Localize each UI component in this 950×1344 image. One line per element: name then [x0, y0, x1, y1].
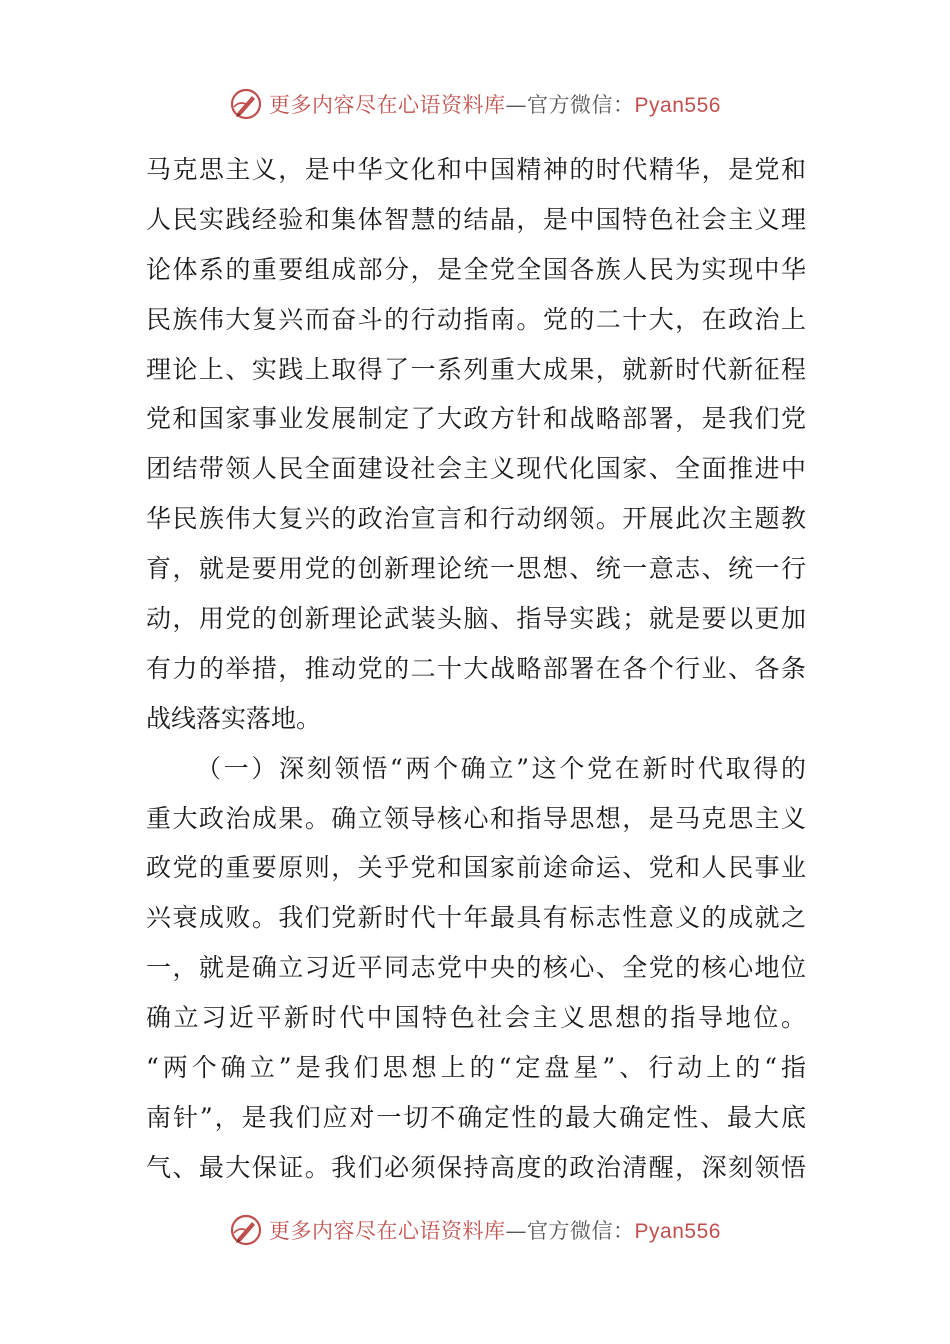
body-line: 理论上、实践上取得了一系列重大成果，就新时代新征程 [146, 354, 806, 384]
body-line: 党和国家事业发展制定了大政方针和战略部署，是我们党 [146, 404, 806, 434]
body-line: 人民实践经验和集体智慧的结晶，是中国特色社会主义理 [146, 204, 806, 234]
header-banner-inner [229, 87, 721, 121]
body-line: 团结带领人民全面建设社会主义现代化国家、全面推进中 [146, 454, 806, 484]
body-line: 兴衰成败。我们党新时代十年最具有标志性意义的成就之 [146, 903, 806, 933]
body-line: 动，用党的创新理论武装头脑、指导实践；就是要以更加 [146, 604, 806, 634]
footer-banner [0, 1210, 950, 1250]
body-line: 确立习近平新时代中国特色社会主义思想的指导地位。 [146, 1003, 806, 1033]
body-line: 有力的举措，推动党的二十大战略部署在各个行业、各条 [146, 653, 806, 683]
header-banner-text [269, 89, 721, 119]
body-line: “两个确立”是我们思想上的“定盘星”、行动上的“指 [146, 1053, 806, 1083]
footer-banner-dash: — [505, 1219, 528, 1243]
body-line: 重大政治成果。确立领导核心和指导思想，是马克思主义 [146, 803, 806, 833]
footer-banner-text [269, 1215, 721, 1245]
section-heading-line: （一）深刻领悟“两个确立”这个党在新时代取得的 [196, 753, 806, 783]
document-body [146, 145, 806, 1193]
pen-logo-icon [229, 87, 263, 121]
body-line: 民族伟大复兴而奋斗的行动指南。党的二十大，在政治上 [146, 304, 806, 334]
header-banner-wechat: 官方微信： [527, 93, 635, 117]
body-line: 气、最大保证。我们必须保持高度的政治清醒，深刻领悟 [146, 1152, 806, 1182]
header-banner-main: 更多内容尽在心语资料库 [269, 93, 506, 117]
body-line: 马克思主义，是中华文化和中国精神的时代精华，是党和 [146, 155, 806, 184]
header-banner-id: Pyan556 [634, 94, 721, 117]
footer-banner-wechat: 官方微信： [527, 1219, 635, 1243]
body-line-paragraph-end: 战线落实落地。 [146, 703, 322, 733]
header-banner [0, 84, 950, 124]
footer-banner-inner [229, 1213, 721, 1247]
body-line: 育，就是要用党的创新理论统一思想、统一意志、统一行 [146, 554, 806, 584]
body-line: 一，就是确立习近平同志党中央的核心、全党的核心地位 [146, 953, 806, 983]
header-banner-dash: — [505, 93, 528, 117]
body-line: 论体系的重要组成部分，是全党全国各族人民为实现中华 [146, 254, 806, 284]
footer-banner-main: 更多内容尽在心语资料库 [269, 1219, 506, 1243]
body-line: 政党的重要原则，关乎党和国家前途命运、党和人民事业 [146, 853, 806, 883]
body-line: 南针”，是我们应对一切不确定性的最大确定性、最大底 [146, 1102, 806, 1132]
footer-banner-id: Pyan556 [634, 1220, 721, 1243]
body-line: 华民族伟大复兴的政治宣言和行动纲领。开展此次主题教 [146, 504, 806, 534]
pen-logo-icon [229, 1213, 263, 1247]
